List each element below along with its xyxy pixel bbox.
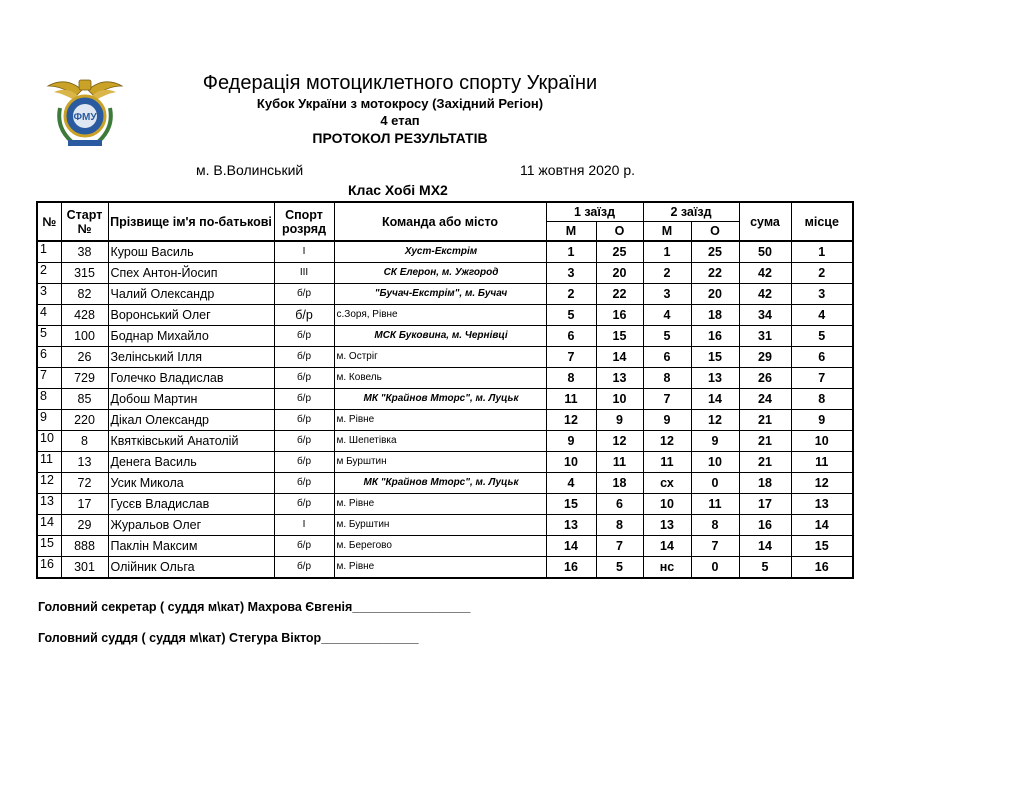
- team-or-city: м. Шепетівка: [334, 431, 546, 452]
- total-points: 24: [739, 389, 791, 410]
- race1-position: 9: [546, 431, 596, 452]
- race1-points: 25: [596, 241, 643, 263]
- sport-rank: б/р: [274, 347, 334, 368]
- row-num: 5: [37, 326, 61, 347]
- race1-points: 12: [596, 431, 643, 452]
- team-or-city: м. Ковель: [334, 368, 546, 389]
- row-num: 6: [37, 347, 61, 368]
- sport-rank: б/р: [274, 431, 334, 452]
- race2-position: 2: [643, 263, 691, 284]
- table-row: [37, 410, 853, 431]
- race2-points: 10: [691, 452, 739, 473]
- table-row: [37, 284, 853, 305]
- team-or-city: СК Елерон, м. Ужгород: [334, 263, 546, 284]
- total-points: 29: [739, 347, 791, 368]
- col-header-m1: М: [546, 222, 596, 242]
- table-row: [37, 347, 853, 368]
- rider-name: Зелінський Ілля: [108, 347, 274, 368]
- row-num: 8: [37, 389, 61, 410]
- race1-points: 22: [596, 284, 643, 305]
- team-or-city: м. Острiг: [334, 347, 546, 368]
- final-place: 5: [791, 326, 853, 347]
- race2-points: 16: [691, 326, 739, 347]
- start-number: 301: [61, 557, 108, 579]
- col-header-sum: сума: [739, 202, 791, 241]
- race2-points: 13: [691, 368, 739, 389]
- rider-name: Дікал Олександр: [108, 410, 274, 431]
- table-row: [37, 494, 853, 515]
- team-or-city: Хуст-Екстрім: [334, 241, 546, 263]
- sport-rank: б/р: [274, 494, 334, 515]
- race2-position: 9: [643, 410, 691, 431]
- start-number: 38: [61, 241, 108, 263]
- col-header-place: місце: [791, 202, 853, 241]
- total-points: 42: [739, 284, 791, 305]
- race2-position: 8: [643, 368, 691, 389]
- row-num: 9: [37, 410, 61, 431]
- rider-name: Воронський Олег: [108, 305, 274, 326]
- race2-position: нс: [643, 557, 691, 579]
- sport-rank: I: [274, 241, 334, 263]
- race2-position: 1: [643, 241, 691, 263]
- team-or-city: м Бурштин: [334, 452, 546, 473]
- event-place: м. В.Волинський: [196, 162, 304, 178]
- total-points: 18: [739, 473, 791, 494]
- race2-position: 14: [643, 536, 691, 557]
- final-place: 2: [791, 263, 853, 284]
- race2-position: 6: [643, 347, 691, 368]
- total-points: 31: [739, 326, 791, 347]
- rider-name: Квятківський Анатолій: [108, 431, 274, 452]
- row-num: 15: [37, 536, 61, 557]
- row-num: 10: [37, 431, 61, 452]
- race1-position: 11: [546, 389, 596, 410]
- table-row: [37, 515, 853, 536]
- race1-points: 14: [596, 347, 643, 368]
- race2-position: 5: [643, 326, 691, 347]
- final-place: 15: [791, 536, 853, 557]
- table-row: [37, 452, 853, 473]
- start-number: 220: [61, 410, 108, 431]
- race2-points: 18: [691, 305, 739, 326]
- rider-name: Чалий Олександр: [108, 284, 274, 305]
- race1-position: 10: [546, 452, 596, 473]
- start-number: 17: [61, 494, 108, 515]
- start-number: 428: [61, 305, 108, 326]
- sport-rank: б/р: [274, 557, 334, 579]
- stage-label: 4 етап: [380, 113, 420, 128]
- race1-points: 9: [596, 410, 643, 431]
- race1-position: 8: [546, 368, 596, 389]
- race1-position: 6: [546, 326, 596, 347]
- final-place: 7: [791, 368, 853, 389]
- race1-position: 15: [546, 494, 596, 515]
- table-row: [37, 431, 853, 452]
- race1-position: 14: [546, 536, 596, 557]
- protocol-title: ПРОТОКОЛ РЕЗУЛЬТАТІВ: [312, 130, 488, 146]
- table-row: [37, 263, 853, 284]
- sport-rank: б/р: [274, 389, 334, 410]
- race1-points: 11: [596, 452, 643, 473]
- race1-position: 3: [546, 263, 596, 284]
- cup-title: Кубок України з мотокросу (Західний Регіон): [256, 96, 544, 111]
- col-header-team: Команда або місто: [334, 202, 546, 241]
- sport-rank: I: [274, 515, 334, 536]
- total-points: 21: [739, 410, 791, 431]
- race2-position: 7: [643, 389, 691, 410]
- rider-name: Журальов Олег: [108, 515, 274, 536]
- rider-name: Голечко Владислав: [108, 368, 274, 389]
- federation-title: Федерація мотоциклетного спорту України: [202, 72, 598, 94]
- table-row: [37, 473, 853, 494]
- start-number: 85: [61, 389, 108, 410]
- row-num: 4: [37, 305, 61, 326]
- race1-position: 7: [546, 347, 596, 368]
- table-row: [37, 557, 853, 579]
- table-row: [37, 241, 853, 263]
- race1-points: 6: [596, 494, 643, 515]
- col-header-m2: М: [643, 222, 691, 242]
- race2-position: 3: [643, 284, 691, 305]
- svg-text:ФМУ: ФМУ: [73, 112, 97, 123]
- table-row: [37, 305, 853, 326]
- final-place: 14: [791, 515, 853, 536]
- chief-secretary-signature-line: Головний секретар ( суддя м\кат) Махрова Євгенія_________________: [38, 600, 471, 614]
- col-header-o1: О: [596, 222, 643, 242]
- row-num: 7: [37, 368, 61, 389]
- race2-position: 10: [643, 494, 691, 515]
- total-points: 50: [739, 241, 791, 263]
- final-place: 8: [791, 389, 853, 410]
- team-or-city: МК "Крайнов Мторс", м. Луцьк: [334, 389, 546, 410]
- table-row: [37, 326, 853, 347]
- rider-name: Добош Мартин: [108, 389, 274, 410]
- sport-rank: б/р: [274, 326, 334, 347]
- race2-points: 14: [691, 389, 739, 410]
- row-num: 14: [37, 515, 61, 536]
- race2-points: 9: [691, 431, 739, 452]
- rider-name: Гусєв Владислав: [108, 494, 274, 515]
- final-place: 10: [791, 431, 853, 452]
- col-header-start: Старт №: [61, 202, 108, 241]
- rider-name: Боднар Михайло: [108, 326, 274, 347]
- start-number: 13: [61, 452, 108, 473]
- race1-points: 7: [596, 536, 643, 557]
- row-num: 3: [37, 284, 61, 305]
- row-num: 12: [37, 473, 61, 494]
- race1-position: 5: [546, 305, 596, 326]
- team-or-city: МСК Буковина, м. Чернівці: [334, 326, 546, 347]
- race2-position: 13: [643, 515, 691, 536]
- final-place: 12: [791, 473, 853, 494]
- event-date: 11 жовтня 2020 р.: [520, 162, 636, 178]
- total-points: 42: [739, 263, 791, 284]
- team-or-city: м. Бурштин: [334, 515, 546, 536]
- total-points: 26: [739, 368, 791, 389]
- team-or-city: "Бучач-Екстрім", м. Бучач: [334, 284, 546, 305]
- race2-position: 4: [643, 305, 691, 326]
- rider-name: Денега Василь: [108, 452, 274, 473]
- race1-points: 20: [596, 263, 643, 284]
- race2-points: 25: [691, 241, 739, 263]
- race2-position: 11: [643, 452, 691, 473]
- rider-name: Курош Василь: [108, 241, 274, 263]
- race1-position: 12: [546, 410, 596, 431]
- rider-name: Усик Микола: [108, 473, 274, 494]
- race2-points: 12: [691, 410, 739, 431]
- race2-points: 20: [691, 284, 739, 305]
- col-header-num: №: [37, 202, 61, 241]
- sport-rank: б/р: [274, 452, 334, 473]
- start-number: 100: [61, 326, 108, 347]
- sport-rank: б/р: [274, 536, 334, 557]
- col-header-o2: О: [691, 222, 739, 242]
- start-number: 315: [61, 263, 108, 284]
- rider-name: Спех Антон-Йосип: [108, 263, 274, 284]
- final-place: 11: [791, 452, 853, 473]
- chief-judge-signature-line: Головний суддя ( суддя м\кат) Стегура Віктор______________: [38, 631, 419, 645]
- row-num: 1: [37, 241, 61, 263]
- final-place: 6: [791, 347, 853, 368]
- race1-position: 1: [546, 241, 596, 263]
- race1-position: 13: [546, 515, 596, 536]
- race2-points: 22: [691, 263, 739, 284]
- race2-points: 15: [691, 347, 739, 368]
- race2-position: сх: [643, 473, 691, 494]
- race1-position: 16: [546, 557, 596, 579]
- row-num: 13: [37, 494, 61, 515]
- race2-points: 7: [691, 536, 739, 557]
- sport-rank: б/р: [274, 305, 334, 326]
- total-points: 21: [739, 431, 791, 452]
- race1-points: 18: [596, 473, 643, 494]
- col-header-race1: 1 заїзд: [546, 202, 643, 222]
- race2-points: 8: [691, 515, 739, 536]
- team-or-city: м. Берегово: [334, 536, 546, 557]
- start-number: 72: [61, 473, 108, 494]
- team-or-city: м. Рівне: [334, 410, 546, 431]
- final-place: 16: [791, 557, 853, 579]
- team-or-city: м. Рівне: [334, 557, 546, 579]
- rider-name: Паклін Максим: [108, 536, 274, 557]
- final-place: 9: [791, 410, 853, 431]
- final-place: 4: [791, 305, 853, 326]
- table-row: [37, 536, 853, 557]
- sport-rank: III: [274, 263, 334, 284]
- sport-rank: б/р: [274, 284, 334, 305]
- table-row: [37, 389, 853, 410]
- results-table: [36, 201, 854, 579]
- federation-logo: [46, 72, 124, 150]
- table-row: [37, 368, 853, 389]
- row-num: 16: [37, 557, 61, 579]
- total-points: 34: [739, 305, 791, 326]
- race1-points: 13: [596, 368, 643, 389]
- rider-name: Олійник Ольга: [108, 557, 274, 579]
- final-place: 3: [791, 284, 853, 305]
- race1-points: 16: [596, 305, 643, 326]
- start-number: 29: [61, 515, 108, 536]
- start-number: 82: [61, 284, 108, 305]
- race1-position: 2: [546, 284, 596, 305]
- team-or-city: с.Зоря, Рівне: [334, 305, 546, 326]
- sport-rank: б/р: [274, 410, 334, 431]
- final-place: 13: [791, 494, 853, 515]
- race1-points: 10: [596, 389, 643, 410]
- col-header-race2: 2 заїзд: [643, 202, 739, 222]
- col-header-name: Прізвище ім'я по-батькові: [108, 202, 274, 241]
- start-number: 26: [61, 347, 108, 368]
- total-points: 14: [739, 536, 791, 557]
- race1-points: 8: [596, 515, 643, 536]
- race2-points: 0: [691, 473, 739, 494]
- race2-position: 12: [643, 431, 691, 452]
- total-points: 21: [739, 452, 791, 473]
- race1-points: 15: [596, 326, 643, 347]
- sport-rank: б/р: [274, 368, 334, 389]
- total-points: 17: [739, 494, 791, 515]
- race1-points: 5: [596, 557, 643, 579]
- race2-points: 11: [691, 494, 739, 515]
- race2-points: 0: [691, 557, 739, 579]
- team-or-city: МК "Крайнов Мторс", м. Луцьк: [334, 473, 546, 494]
- row-num: 11: [37, 452, 61, 473]
- race-class: Клас Хобі МХ2: [348, 182, 448, 198]
- team-or-city: м. Рівне: [334, 494, 546, 515]
- start-number: 729: [61, 368, 108, 389]
- col-header-rank: Спорт розряд: [274, 202, 334, 241]
- total-points: 16: [739, 515, 791, 536]
- race1-position: 4: [546, 473, 596, 494]
- start-number: 888: [61, 536, 108, 557]
- sport-rank: б/р: [274, 473, 334, 494]
- start-number: 8: [61, 431, 108, 452]
- row-num: 2: [37, 263, 61, 284]
- final-place: 1: [791, 241, 853, 263]
- total-points: 5: [739, 557, 791, 579]
